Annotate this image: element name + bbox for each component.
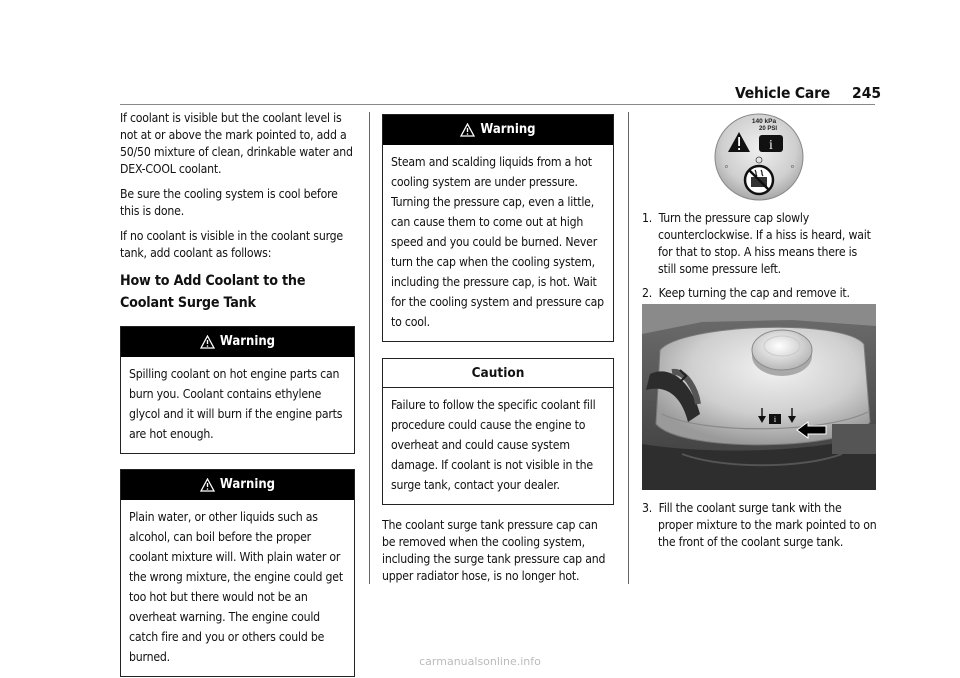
paragraph: The coolant surge tank pressure cap can be removed when the cooling system, including the surge tank pressure cap and upper radiator hose, is no longer hot. (382, 518, 606, 583)
watermark: carmanualsonline.info (419, 655, 541, 668)
step-text: Fill the coolant surge tank with the proper mixture to the mark pointed to on the front of the coolant surge tank. (658, 501, 877, 549)
warning-title: Warning (219, 477, 276, 492)
warning-title: Warning (219, 334, 276, 349)
warning-triangle-icon (200, 478, 215, 492)
section-title: Vehicle Care (735, 84, 831, 102)
left-column (120, 110, 355, 677)
warning-box (382, 114, 614, 342)
warning-text: Steam and scalding liquids from a hot cooling system are under pressure. Turning the pressure cap, even a little, can cause them to come out at high speed and you could be burned. Never turn the cap when the cooling system, including the pressure cap, is hot. Wait for the cooling system and pressure cap to cool. (391, 155, 604, 329)
warning-triangle-icon (200, 335, 215, 349)
warning-text: Plain water, or other liquids such as alcohol, can boil before the proper coolant mixture will. With plain water or the wrong mixture, the engine could get too hot but there would not be an overheat warning. The engine could catch fire and you or others could be burned. (129, 510, 343, 664)
step-number: 1. (642, 211, 653, 225)
column-divider (369, 112, 370, 584)
step-item (642, 500, 878, 551)
step-item (642, 210, 878, 278)
steps-top (642, 210, 878, 302)
middle-column (382, 114, 614, 593)
caution-text: Failure to follow the specific coolant fill procedure could cause the engine to overheat and could cause system damage. If coolant is not visible in the surge tank, contact your dealer. (391, 398, 596, 492)
warning-box (120, 469, 355, 677)
column-divider (628, 112, 629, 584)
cap-pressure-psi: 20 PSI (758, 126, 778, 132)
svg-text:i: i (773, 415, 777, 424)
paragraph: Be sure the cooling system is cool before this is done. (120, 187, 338, 218)
warning-header (121, 470, 354, 500)
warning-text: Spilling coolant on hot engine parts can burn you. Coolant contains ethylene glycol and it will burn if the engine parts are hot enough. (129, 367, 343, 441)
warning-header (383, 115, 613, 145)
header-rule (120, 104, 875, 105)
svg-text:o: o (791, 164, 794, 170)
step-number: 2. (642, 286, 653, 300)
svg-text:o: o (725, 164, 728, 170)
caution-box (382, 358, 614, 505)
paragraph: If coolant is visible but the coolant level is not at or above the mark pointed to, add a 50/50 mixture of clean, drinkable water and DEX-COOL coolant. (120, 111, 353, 176)
warning-triangle-icon (460, 123, 475, 137)
step-item (642, 285, 878, 302)
paragraph: If no coolant is visible in the coolant surge tank, add coolant as follows: (120, 229, 343, 260)
step-text: Turn the pressure cap slowly counterclockwise. If a hiss is heard, wait for that to stop. A hiss means there is still some pressure left. (658, 211, 871, 276)
warning-box (120, 326, 355, 454)
caution-header: Caution (383, 359, 613, 388)
svg-text:i: i (769, 138, 773, 153)
warning-title: Warning (480, 122, 536, 137)
step-text: Keep turning the cap and remove it. (658, 286, 850, 300)
section-heading: How to Add Coolant to the Coolant Surge Tank (120, 273, 306, 311)
pressure-cap-illustration (709, 110, 809, 202)
surge-tank-photo (642, 304, 876, 490)
steps-bottom (642, 500, 878, 551)
page-number: 245 (852, 84, 882, 102)
cap-pressure-kpa: 140 kPa (751, 118, 777, 125)
step-number: 3. (642, 501, 653, 515)
warning-header (121, 327, 354, 357)
